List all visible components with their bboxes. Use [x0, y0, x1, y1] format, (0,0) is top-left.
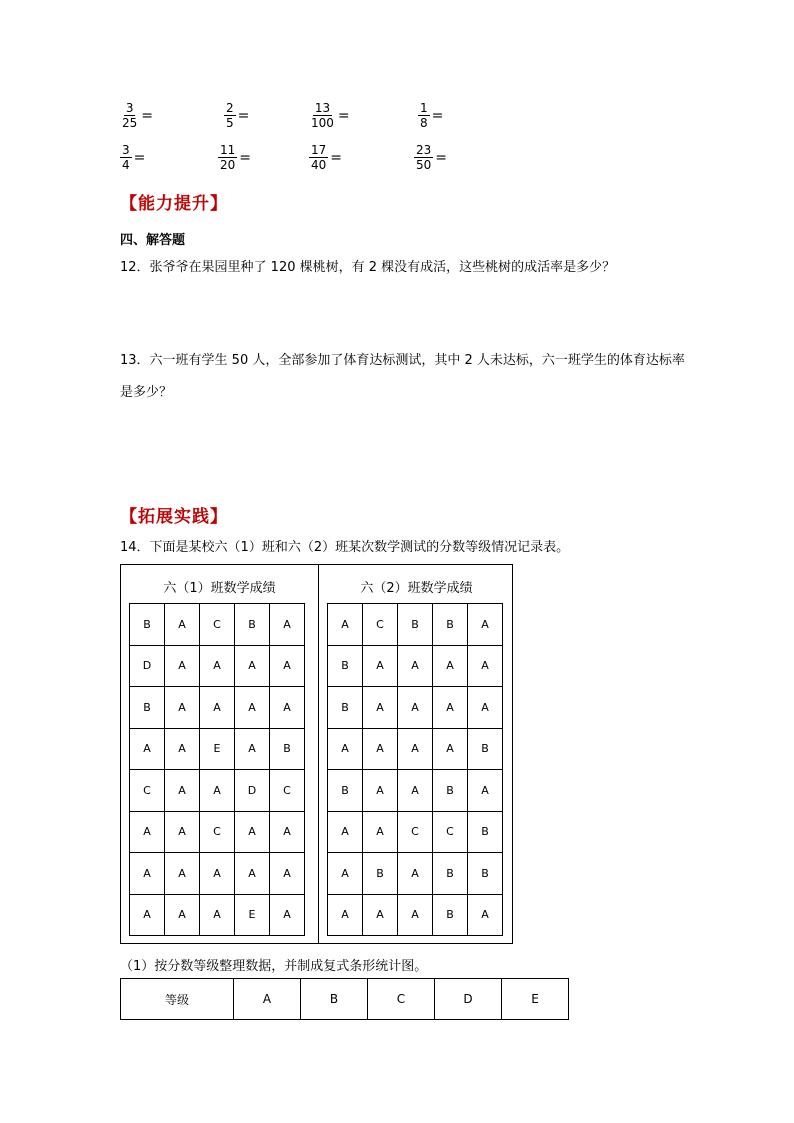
grade-row: [130, 770, 305, 812]
grade-cell: A: [165, 728, 200, 770]
grade-cell: A: [165, 853, 200, 895]
grade-cell: A: [468, 894, 503, 936]
grade-cell: A: [433, 645, 468, 687]
grade-cell: A: [270, 853, 305, 895]
grade-cell: A: [468, 770, 503, 812]
grade-cell: C: [200, 811, 235, 853]
section-title-answers: 四、解答题: [120, 233, 186, 248]
grade-cell: A: [398, 687, 433, 729]
grade-cell: B: [468, 728, 503, 770]
class2-title: 六（2）班数学成绩: [360, 581, 473, 596]
grade-cell: A: [270, 645, 305, 687]
grade-row: [130, 687, 305, 729]
question-12: 12．张爷爷在果园里种了 120 棵桃树，有 2 棵没有成活，这些桃树的成活率是多少？: [120, 260, 616, 275]
section-heading-ability: 【能力提升】: [120, 194, 228, 214]
grade-cell: A: [130, 894, 165, 936]
summary-header-cell: E: [502, 979, 569, 1020]
grade-cell: A: [235, 645, 270, 687]
fraction-item: $\frac{11}{20}$ =: [220, 143, 252, 172]
grade-cell: A: [398, 770, 433, 812]
grade-cell: A: [165, 770, 200, 812]
grade-cell: B: [433, 770, 468, 812]
fraction-item: $\frac{3}{4}$ =: [122, 143, 146, 172]
grade-row: [328, 811, 503, 853]
grade-cell: D: [130, 645, 165, 687]
grade-row: [328, 728, 503, 770]
grade-row: [130, 645, 305, 687]
grade-cell: C: [200, 604, 235, 646]
grade-row: [328, 645, 503, 687]
grade-cell: A: [363, 728, 398, 770]
grade-cell: B: [468, 811, 503, 853]
grade-cell: A: [270, 687, 305, 729]
grade-cell: A: [165, 894, 200, 936]
class2-grade-table: [327, 603, 503, 936]
grade-cell: A: [130, 728, 165, 770]
fraction-item: $\frac{17}{40}$ =: [311, 143, 343, 172]
summary-header-row: [121, 979, 569, 1020]
grade-cell: A: [363, 770, 398, 812]
grade-cell: B: [270, 728, 305, 770]
grade-row: [328, 770, 503, 812]
grade-cell: A: [363, 811, 398, 853]
summary-header-cell: D: [435, 979, 502, 1020]
grade-cell: B: [328, 687, 363, 729]
grade-cell: B: [328, 645, 363, 687]
summary-header-cell: C: [368, 979, 435, 1020]
grade-cell: A: [363, 645, 398, 687]
section-heading-expand: 【拓展实践】: [120, 507, 228, 527]
question-13: 13．六一班有学生 50 人，全部参加了体育达标测试，其中 2 人未达标，六一班学生的体育达标率是多少？: [120, 353, 685, 400]
grade-cell: A: [235, 811, 270, 853]
grade-cell: A: [235, 687, 270, 729]
class1-title: 六（1）班数学成绩: [163, 581, 276, 596]
grade-cell: A: [165, 687, 200, 729]
grade-cell: A: [200, 645, 235, 687]
grade-cell: B: [398, 604, 433, 646]
grade-cell: A: [200, 687, 235, 729]
grade-cell: C: [270, 770, 305, 812]
grade-cell: A: [398, 894, 433, 936]
summary-header-cell: B: [301, 979, 368, 1020]
fraction-item: $\frac{13}{100}$ =: [311, 101, 350, 130]
grade-row: [328, 894, 503, 936]
sub-question-1: （1）按分数等级整理数据，并制成复式条形统计图。: [120, 959, 428, 974]
fraction-item: $\frac{3}{25}$ =: [122, 101, 154, 130]
grade-cell: A: [363, 894, 398, 936]
grade-cell: A: [328, 604, 363, 646]
grade-cell: A: [328, 853, 363, 895]
grade-row: [130, 853, 305, 895]
grade-summary-table: [120, 978, 569, 1020]
grade-records-frame: [120, 564, 513, 944]
grade-cell: A: [200, 853, 235, 895]
fraction-item: $\frac{23}{50}$ =: [416, 143, 448, 172]
grade-cell: A: [468, 645, 503, 687]
grade-cell: A: [235, 728, 270, 770]
grade-cell: A: [468, 687, 503, 729]
grade-cell: A: [433, 728, 468, 770]
grade-cell: B: [328, 770, 363, 812]
grade-cell: B: [130, 687, 165, 729]
frame-divider: [318, 565, 319, 943]
grade-cell: B: [468, 853, 503, 895]
grade-cell: B: [433, 894, 468, 936]
grade-cell: C: [363, 604, 398, 646]
grade-cell: A: [165, 811, 200, 853]
summary-header-cell: A: [234, 979, 301, 1020]
grade-row: [328, 604, 503, 646]
grade-cell: A: [328, 811, 363, 853]
grade-cell: A: [468, 604, 503, 646]
grade-cell: A: [328, 728, 363, 770]
grade-row: [130, 894, 305, 936]
question-14: 14．下面是某校六（1）班和六（2）班某次数学测试的分数等级情况记录表。: [120, 540, 570, 555]
grade-cell: A: [200, 894, 235, 936]
grade-row: [328, 853, 503, 895]
grade-cell: A: [165, 604, 200, 646]
grade-cell: A: [165, 645, 200, 687]
grade-cell: A: [270, 894, 305, 936]
grade-cell: B: [433, 604, 468, 646]
grade-cell: A: [328, 894, 363, 936]
grade-cell: A: [398, 645, 433, 687]
summary-header-cell: 等级: [121, 979, 234, 1020]
grade-cell: A: [270, 604, 305, 646]
grade-cell: A: [398, 728, 433, 770]
fraction-item: $\frac{2}{5}$ =: [226, 101, 250, 130]
grade-row: [130, 604, 305, 646]
grade-cell: A: [433, 687, 468, 729]
grade-cell: A: [130, 811, 165, 853]
grade-cell: B: [363, 853, 398, 895]
grade-row: [328, 687, 503, 729]
grade-row: [130, 811, 305, 853]
grade-cell: C: [398, 811, 433, 853]
grade-cell: C: [130, 770, 165, 812]
grade-cell: B: [433, 853, 468, 895]
grade-cell: E: [235, 894, 270, 936]
grade-cell: A: [270, 811, 305, 853]
grade-cell: A: [363, 687, 398, 729]
grade-cell: B: [130, 604, 165, 646]
grade-cell: A: [398, 853, 433, 895]
grade-cell: D: [235, 770, 270, 812]
class1-grade-table: [129, 603, 305, 936]
grade-cell: C: [433, 811, 468, 853]
grade-cell: E: [200, 728, 235, 770]
grade-cell: B: [235, 604, 270, 646]
fraction-item: $\frac{1}{8}$ =: [420, 101, 444, 130]
grade-cell: A: [235, 853, 270, 895]
grade-cell: A: [130, 853, 165, 895]
grade-cell: A: [200, 770, 235, 812]
grade-row: [130, 728, 305, 770]
